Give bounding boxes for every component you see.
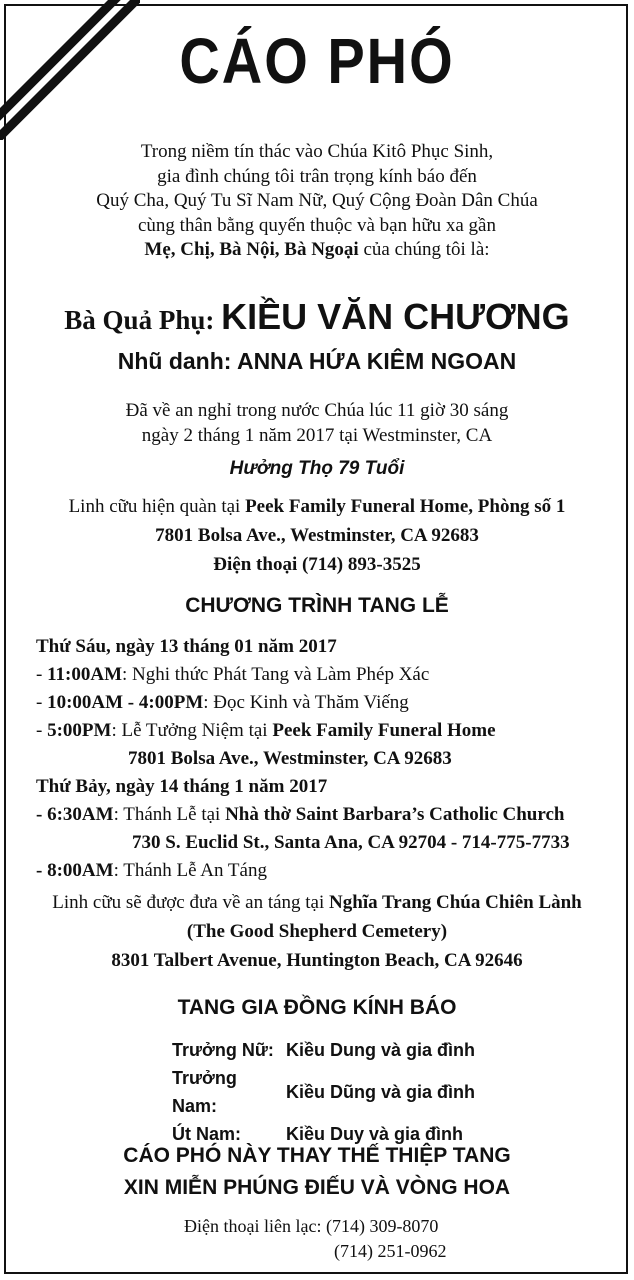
family-name: Kiều Dũng và gia đình (286, 1082, 476, 1102)
viewing-line (0, 550, 634, 579)
family-row (172, 1036, 475, 1064)
schedule-text: 10:00AM - 4:00PM (47, 692, 204, 713)
notice-block (0, 1140, 634, 1204)
schedule-text: - 8:00AM (36, 860, 114, 881)
contact-phone: (714) 251-0962 (334, 1241, 447, 1261)
schedule-text: : Đọc Kinh và Thăm Viếng (203, 692, 409, 713)
schedule-text: - (36, 720, 48, 741)
intro-line (0, 140, 634, 165)
viewing-line (0, 521, 634, 550)
intro-line (0, 165, 634, 190)
schedule-text: Thứ Bảy, ngày 14 tháng 1 năm 2017 (36, 776, 328, 797)
intro-text: cùng thân bằng quyến thuộc và bạn hữu xa gần (137, 214, 496, 236)
schedule-text: - (36, 664, 48, 685)
name-main: KIỀU VĂN CHƯƠNG (221, 296, 570, 337)
intro-text: Trong niềm tín thác vào Chúa Kitô Phục Sinh, (140, 141, 494, 162)
maiden-name: Nhũ danh: ANNA HỨA KIÊM NGOAN (117, 348, 517, 374)
family-role: Út Nam: (172, 1124, 242, 1144)
passing-paragraph (0, 398, 634, 448)
schedule-line (36, 661, 626, 689)
family-row (172, 1064, 475, 1120)
passing-line: ngày 2 tháng 1 năm 2017 tại Westminster, CA (141, 425, 493, 446)
intro-text: gia đình chúng tôi trân trọng kính báo đến (157, 165, 477, 187)
intro-line (0, 189, 634, 214)
passing-line: Đã về an nghỉ trong nước Chúa lúc 11 giờ 30 sáng (125, 400, 509, 421)
burial-text: (The Good Shepherd Cemetery) (186, 921, 448, 942)
schedule-text: 11:00AM (47, 664, 123, 685)
schedule-text: : Thánh Lễ tại (113, 804, 226, 825)
schedule-text: : Nghi thức Phát Tang và Làm Phép Xác (122, 664, 430, 685)
schedule-text: : Thánh Lễ An Táng (113, 860, 267, 881)
family-heading: TANG GIA ĐỒNG KÍNH BÁO (177, 996, 457, 1019)
schedule-text: Peek Family Funeral Home (272, 720, 496, 741)
schedule-line (36, 745, 626, 773)
contact-block (184, 1214, 446, 1264)
burial-paragraph (0, 888, 634, 975)
schedule-text: Thứ Sáu, ngày 13 tháng 01 năm 2017 (36, 636, 337, 657)
contact-label: Điện thoại liên lạc: (184, 1216, 326, 1236)
viewing-text: Điện thoại (714) 893-3525 (213, 554, 421, 575)
family-role: Trưởng Nam: (172, 1068, 237, 1116)
contact-phone: (714) 309-8070 (325, 1216, 439, 1236)
viewing-text: Linh cữu hiện quàn tại (68, 496, 246, 517)
program-heading: CHƯƠNG TRÌNH TANG LỄ (185, 594, 449, 617)
intro-line (0, 238, 634, 263)
schedule-line (36, 829, 626, 857)
burial-text: Linh cữu sẽ được đưa về an táng tại (52, 892, 330, 913)
schedule-text: - 6:30AM (36, 804, 114, 825)
deceased-name (0, 296, 634, 338)
schedule-text: 5:00PM (47, 720, 112, 741)
schedule-line (36, 689, 626, 717)
burial-text: 8301 Talbert Avenue, Huntington Beach, CA 92646 (111, 950, 523, 971)
schedule-line (36, 801, 626, 829)
notice-line: CÁO PHÓ NÀY THAY THẾ THIỆP TANG (123, 1144, 511, 1167)
intro-text: Mẹ, Chị, Bà Nội, Bà Ngoại (144, 239, 359, 260)
age-line: Hưởng Thọ 79 Tuổi (229, 458, 405, 479)
viewing-line (0, 492, 634, 521)
schedule-line (36, 773, 626, 801)
family-role: Trưởng Nữ: (172, 1040, 274, 1060)
schedule-text: - (36, 692, 48, 713)
schedule-text: Nhà thờ Saint Barbara’s Catholic Church (225, 804, 565, 825)
schedule-line (36, 717, 626, 745)
family-name: Kiều Duy và gia đình (286, 1124, 464, 1144)
schedule-list (36, 633, 626, 885)
name-prefix: Bà Quả Phụ: (64, 305, 222, 335)
page-title: CÁO PHÓ (179, 24, 455, 97)
viewing-text: 7801 Bolsa Ave., Westminster, CA 92683 (155, 525, 479, 546)
burial-line (0, 888, 634, 917)
schedule-text: 7801 Bolsa Ave., Westminster, CA 92683 (128, 748, 452, 769)
burial-line (0, 917, 634, 946)
schedule-text: 730 S. Euclid St., Santa Ana, CA 92704 - 714-775-7733 (132, 832, 570, 853)
burial-text: Nghĩa Trang Chúa Chiên Lành (329, 892, 582, 913)
intro-line (0, 214, 634, 239)
viewing-paragraph (0, 492, 634, 579)
intro-text: Quý Cha, Quý Tu Sĩ Nam Nữ, Quý Cộng Đoàn Dân Chúa (96, 190, 538, 211)
viewing-text: Peek Family Funeral Home, Phòng số 1 (245, 496, 566, 517)
intro-paragraph (0, 140, 634, 263)
notice-line: XIN MIỄN PHÚNG ĐIẾU VÀ VÒNG HOA (123, 1176, 511, 1199)
intro-text: của chúng tôi là: (358, 239, 490, 260)
schedule-line (36, 857, 626, 885)
family-name: Kiều Dung và gia đình (286, 1040, 476, 1060)
family-table (172, 1036, 475, 1148)
schedule-text: : Lễ Tưởng Niệm tại (111, 720, 273, 741)
burial-line (0, 946, 634, 975)
schedule-line (36, 633, 626, 661)
